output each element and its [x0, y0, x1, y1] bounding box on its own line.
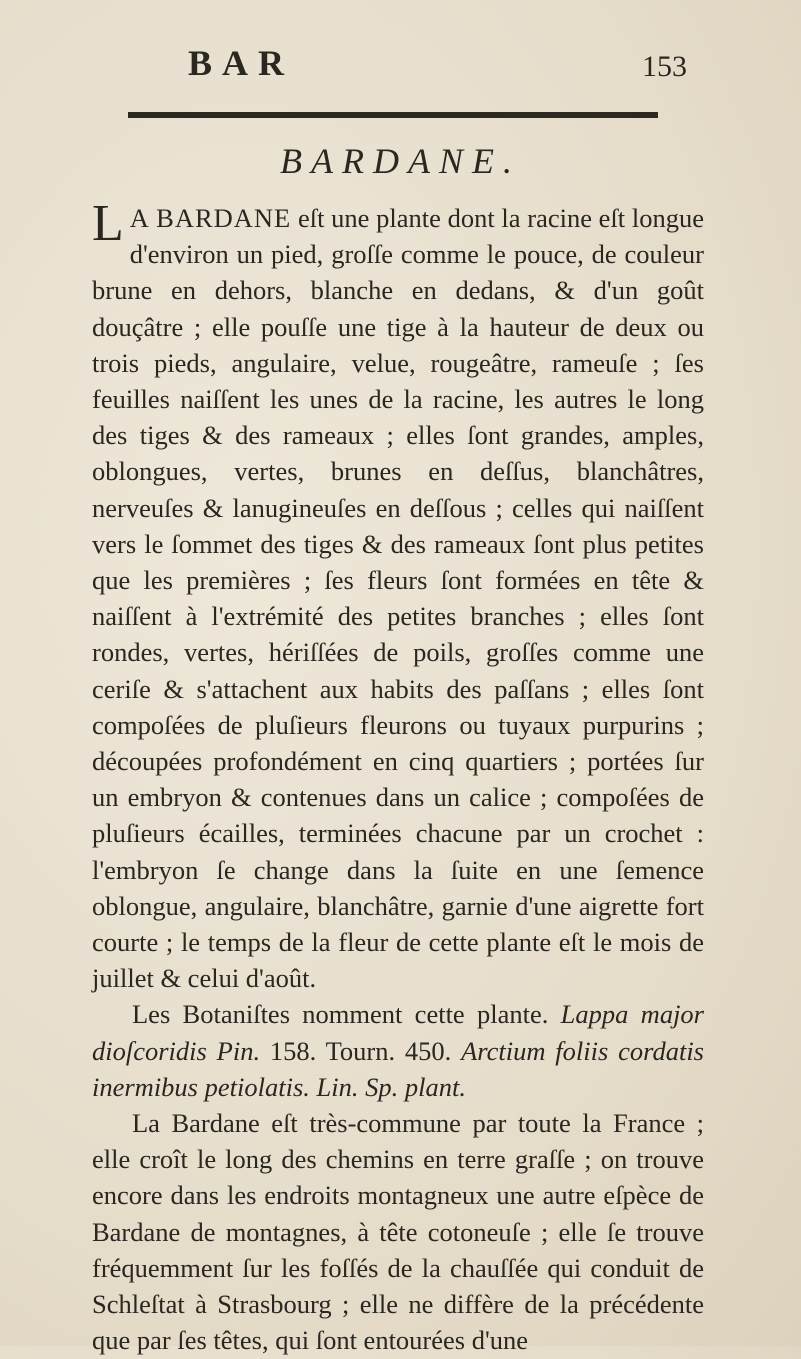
- paragraph-2: [92, 996, 704, 1105]
- paragraph-3: La Bardane eſt très-commune par toute la France ; elle croît le long des chemins en terre graſſe ; on trouve encore dans les endroits montagneux une autre eſpèce de Bardane de montagnes, à tête cotoneuſe ; elle ſe trouve fréquemment ſur les foſſés de la chauſſée qui conduit de Schleſtat à Strasbourg ; elle ne diffère de la précédente que par ſes têtes, qui ſont entourées d'une: [92, 1108, 704, 1356]
- paragraph-1-text: eſt une plante dont la racine eſt longue d'environ un pied, groſſe comme le pouce, de couleur brune en dehors, blanche en dedans, & d'un goût douçâtre ; elle pouſſe une tige à la hauteur de deux ou trois pieds, angulaire, velue, rougeâtre, rameuſe ; ſes feuilles naiſſent les unes de la racine, les autres le long des tiges & des rameaux ; elles ſont grandes, amples, oblongues, vertes, brunes en deſſus, blanchâtres, nerveuſes & lanugineuſes en deſſous ; celles qui naiſſent vers le ſommet des tiges & des rameaux ſont plus petites que les premières ; ſes fleurs ſont formées en tête & naiſſent à l'extrémité des petites branches ; elles ſont rondes, vertes, hériſſées de poils, groſſes comme une ceriſe & s'attachent aux habits des paſſans ; elles ſont compoſées de pluſieurs fleurons ou tuyaux purpurins ; découpées profondément en cinq quartiers ; portées ſur un embryon & contenues dans un calice ; compoſées de pluſieurs écailles, terminées chacune par un crochet : l'embryon ſe change dans la ſuite en une ſemence oblongue, angulaire, blanchâtre, garnie d'une aigrette fort courte ; le temps de la fleur de cette plante eſt le mois de juillet & celui d'août.: [92, 203, 705, 994]
- running-head: [0, 42, 801, 86]
- latin-name-1: Lappa major dioſcoridis Pin.: [92, 999, 704, 1066]
- latin-name-2: Arctium foliis cordatis inermibus petiolatis. Lin. Sp. plant.: [92, 1035, 704, 1102]
- page-number: 153: [642, 50, 687, 83]
- paragraph-1: [92, 195, 705, 996]
- header-rule: [128, 112, 658, 118]
- running-title: BAR: [188, 43, 295, 83]
- drop-cap: L: [92, 195, 124, 252]
- paragraph-2-start: Les Botaniſtes nomment cette plante.: [132, 999, 561, 1030]
- article-body: [92, 195, 705, 1359]
- lead-words: A BARDANE: [129, 203, 292, 233]
- paragraph-2-mid: 158. Tourn. 450.: [260, 1035, 462, 1066]
- article-title: BARDANE.: [280, 141, 521, 181]
